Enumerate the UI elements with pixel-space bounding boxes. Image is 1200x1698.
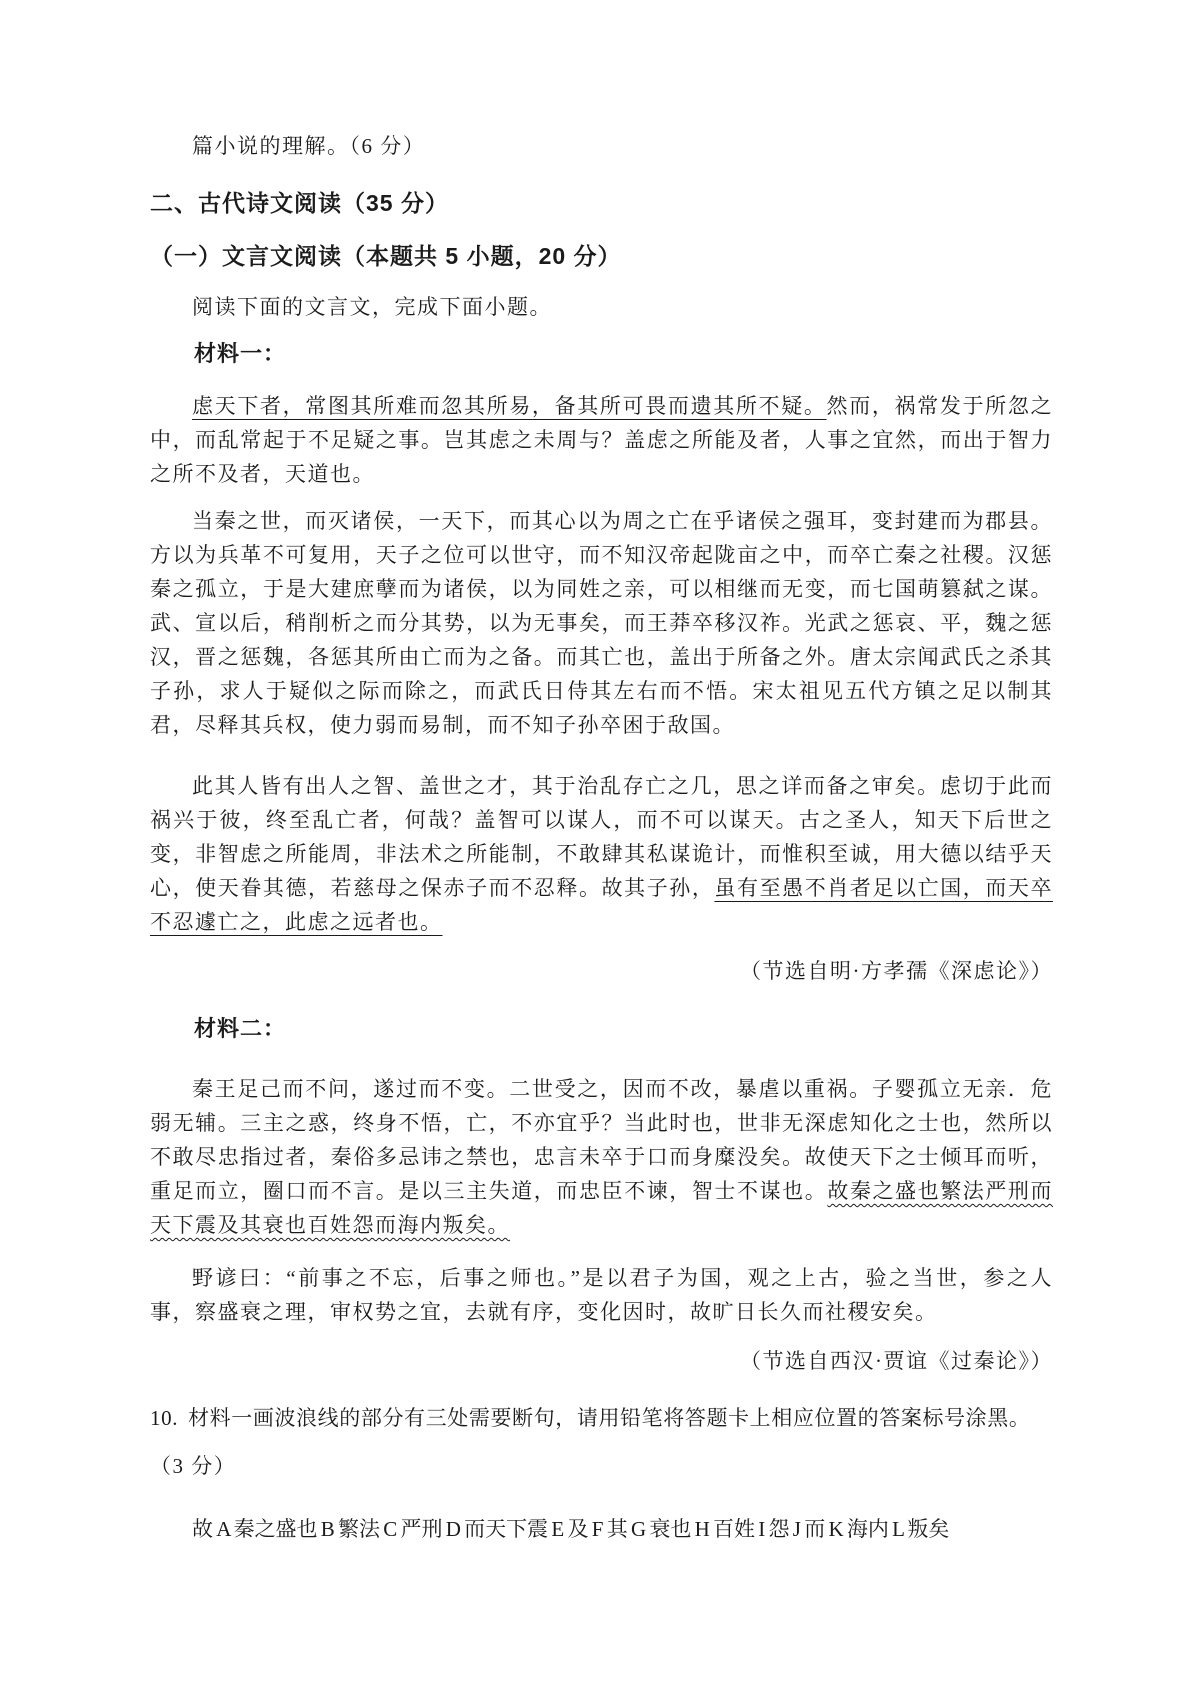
material-2-source-attribution: （节选自西汉·贾谊《过秦论》） <box>740 1349 1053 1373</box>
material-1-label: 材料一： <box>194 341 287 366</box>
material-1-paragraph-3 <box>150 769 1053 939</box>
material-2-paragraph-1 <box>150 1072 1053 1242</box>
section-heading: 二、古代诗文阅读（35 分） <box>150 190 449 216</box>
reading-instruction: 阅读下面的文言文，完成下面小题。 <box>192 295 552 319</box>
question-10 <box>150 1401 1053 1435</box>
question-10-score: （3 分） <box>150 1454 237 1478</box>
material-1-paragraph-3-text: 此其人皆有出人之智、盖世之才，其于治乱存亡之几，思之详而备之审矣。虑切于此而祸兴于彼，终至乱亡者，何哉？盖智可以谋人，而不可以谋天。古之圣人，知天下后世之变，非智虑之所能周，非法术之所能制，不敢肆其私谋诡计，而惟积至诚，用大德以结乎天心，使天眷其德，若慈母之保赤子而不忍释。故其子孙， <box>150 774 1053 900</box>
question-10-number: 10. <box>150 1406 179 1430</box>
material-2-paragraph-2: 野谚曰：“前事之不忘，后事之师也。”是以君子为国，观之上古，验之当世，参之人事，察盛衰之理，审权势之宜，去就有序，变化因时，故旷日长久而社稷安矣。 <box>150 1266 1053 1324</box>
material-2-paragraph-1-text: 秦王足己而不问，遂过而不变。二世受之，因而不改，暴虐以重祸。子婴孤立无亲．危弱无辅。三主之惑，终身不悟，亡，不亦宜乎？当此时也，世非无深虑知化之士也，然所以不敢尽忠指过者，秦俗多忌讳之禁也，忠言未卒于口而身糜没矣。故使天下之士倾耳而听，重足而立，圈口而不言。是以三主失道，而忠臣不谏，智士不谋也。 <box>150 1077 1053 1203</box>
material-1-paragraph-1-text: 然而，祸常发于所忽之中，而乱常起于不足疑之事。岂其虑之未周与？盖虑之所能及者，人事之宜然，而出于智力之所不及者，天道也。 <box>150 394 1054 486</box>
question-10-text: 材料一画波浪线的部分有三处需要断句，请用铅笔将答题卡上相应位置的答案标号涂黑。 <box>188 1406 1031 1430</box>
leftover-line: 篇小说的理解。（6 分） <box>192 134 426 158</box>
question-10-option-line: 故 A 秦之盛也 B 繁法 C 严刑 D 而天下震 E 及 F 其 G 衰也 H 百姓 I 怨 J 而 K 海内 L 叛矣 <box>192 1517 950 1541</box>
material-1-paragraph-2: 当秦之世，而灭诸侯，一天下，而其心以为周之亡在乎诸侯之强耳，变封建而为郡县。方以为兵革不可复用，天子之位可以世守，而不知汉帝起陇亩之中，而卒亡秦之社稷。汉惩秦之孤立，于是大建庶孽而为诸侯，以为同姓之亲，可以相继而无变，而七国萌篡弑之谋。武、宣以后，稍削析之而分其势，以为无事矣，而王莽卒移汉祚。光武之惩哀、平，魏之惩汉，晋之惩魏，各惩其所由亡而为之备。而其亡也，盖出于所备之外。唐太宗闻武氏之杀其子孙，求人于疑似之际而除之，而武氏日侍其左右而不悟。宋太祖见五代方镇之足以制其君，尽释其兵权，使力弱而易制，而不知子孙卒困于敌国。 <box>150 509 1053 737</box>
material-2-wavy-underlined-passage: 故秦之盛也繁法严刑而天下震及其衰也百姓怨而海内叛矣。 <box>150 1179 1054 1237</box>
material-1-paragraph-1 <box>150 389 1053 491</box>
material-1-source-attribution: （节选自明·方孝孺《深虑论》） <box>740 959 1053 983</box>
material-1-underlined-passage-1: 虑天下者，常图其所难而忽其所易，备其所可畏而遗其所不疑。 <box>192 394 827 418</box>
subsection-heading: （一）文言文阅读（本题共 5 小题，20 分） <box>150 243 622 269</box>
material-1-underlined-passage-2: 虽有至愚不肖者足以亡国，而天卒不忍遽亡之，此虑之远者也。 <box>150 876 1053 934</box>
material-2-label: 材料二： <box>194 1016 287 1041</box>
